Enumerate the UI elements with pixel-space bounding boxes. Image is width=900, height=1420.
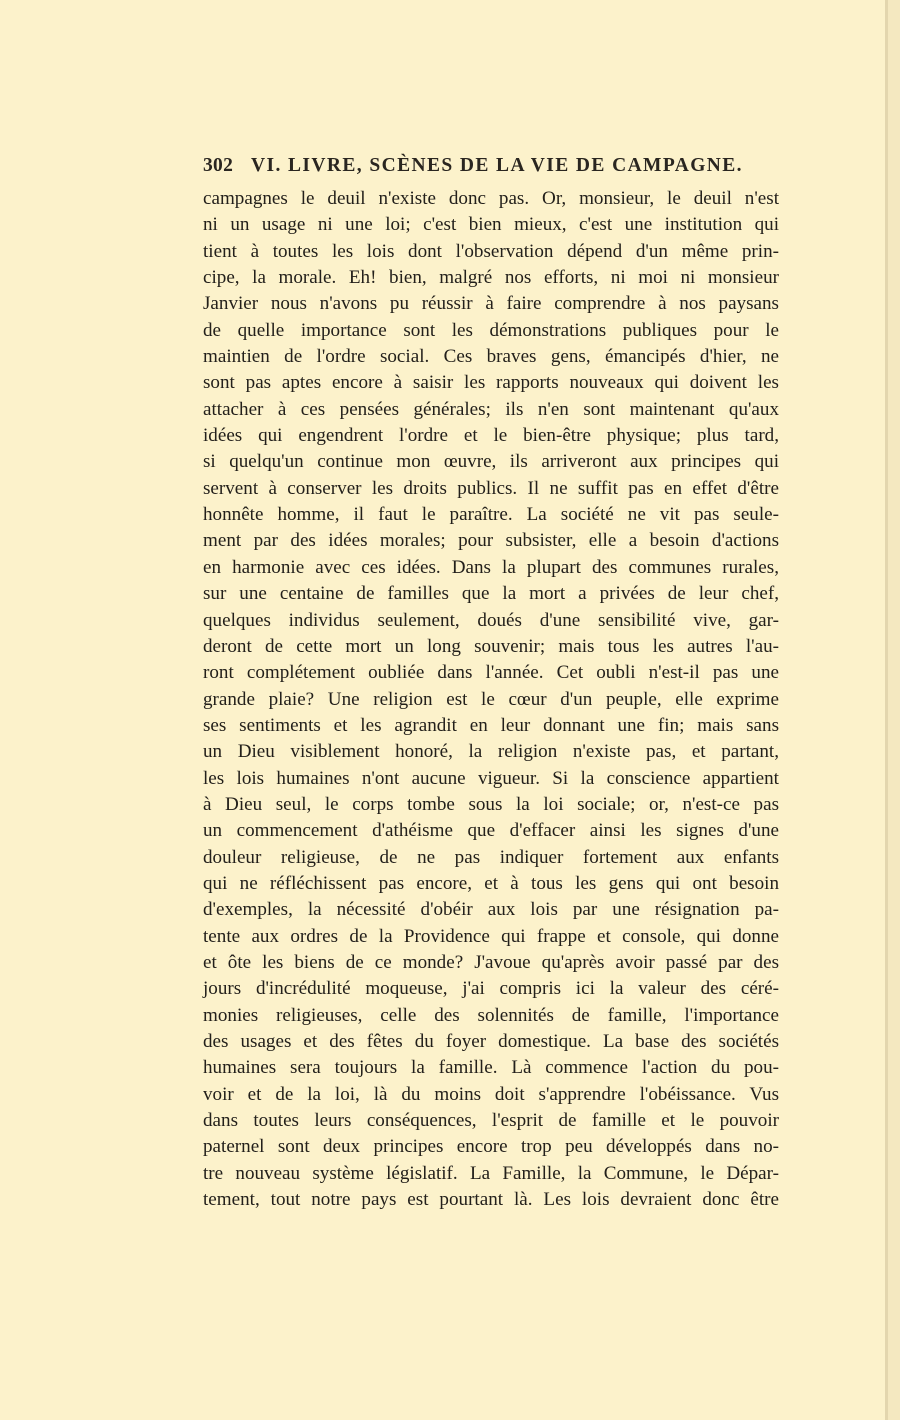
text-line: attacher à ces pensées générales; ils n'en sont maintenant qu'aux	[203, 398, 779, 420]
text-line: grande plaie? Une religion est le cœur d'un peuple, elle exprime	[203, 688, 779, 710]
text-line: tre nouveau système législatif. La Famille, la Commune, le Dépar-	[203, 1162, 779, 1184]
text-line: paternel sont deux principes encore trop peu développés dans no-	[203, 1136, 779, 1158]
text-line: ni un usage ni une loi; c'est bien mieux, c'est une institution qui	[203, 214, 779, 236]
text-line: tient à toutes les lois dont l'observation dépend d'un même prin-	[203, 240, 779, 262]
text-line: deront de cette mort un long souvenir; mais tous les autres l'au-	[203, 635, 779, 657]
text-line: d'exemples, la nécessité d'obéir aux lois par une résignation pa-	[203, 899, 779, 921]
text-line: campagnes le deuil n'existe donc pas. Or, monsieur, le deuil n'est	[203, 188, 779, 209]
text-line: un commencement d'athéisme que d'effacer ainsi les signes d'une	[203, 820, 779, 842]
text-line: jours d'incrédulité moqueuse, j'ai compris ici la valeur des céré-	[203, 978, 779, 1000]
text-line: humaines sera toujours la famille. Là commence l'action du pou-	[203, 1057, 779, 1079]
text-line: douleur religieuse, de ne pas indiquer fortement aux enfants	[203, 846, 779, 868]
text-line: idées qui engendrent l'ordre et le bien-être physique; plus tard,	[203, 425, 779, 447]
text-line: maintien de l'ordre social. Ces braves gens, émancipés d'hier, ne	[203, 346, 779, 368]
text-line: en harmonie avec ces idées. Dans la plupart des communes rurales,	[203, 556, 779, 578]
text-line: des usages et des fêtes du foyer domestique. La base des sociétés	[203, 1031, 779, 1052]
text-line: sur une centaine de familles que la mort a privées de leur chef,	[203, 583, 779, 605]
text-line: ses sentiments et les agrandit en leur donnant une fin; mais sans	[203, 714, 779, 736]
page-number: 302	[203, 155, 234, 176]
text-line: qui ne réfléchissent pas encore, et à tous les gens qui ont besoin	[203, 872, 779, 894]
running-header	[203, 155, 783, 183]
text-line: ment par des idées morales; pour subsister, elle a besoin d'actions	[203, 530, 779, 552]
text-line: servent à conserver les droits publics. Il ne suffit pas en effet d'être	[203, 477, 779, 499]
text-line: sont pas aptes encore à saisir les rapports nouveaux qui doivent les	[203, 372, 779, 394]
text-line: honnête homme, il faut le paraître. La société ne vit pas seule-	[203, 504, 779, 526]
body-text	[203, 186, 779, 1213]
text-line: de quelle importance sont les démonstrations publiques pour le	[203, 319, 779, 341]
text-line: monies religieuses, celle des solennités de famille, l'importance	[203, 1004, 779, 1026]
page-margin-strip	[888, 0, 900, 1420]
text-line: tement, tout notre pays est pourtant là. Les lois devraient donc être	[203, 1189, 779, 1211]
text-line: quelques individus seulement, doués d'une sensibilité vive, gar-	[203, 609, 779, 631]
text-line: Janvier nous n'avons pu réussir à faire comprendre à nos paysans	[203, 293, 779, 315]
text-line: à Dieu seul, le corps tombe sous la loi sociale; or, n'est-ce pas	[203, 793, 779, 815]
text-line: si quelqu'un continue mon œuvre, ils arriveront aux principes qui	[203, 451, 779, 473]
text-line: cipe, la morale. Eh! bien, malgré nos efforts, ni moi ni monsieur	[203, 267, 779, 289]
text-line: les lois humaines n'ont aucune vigueur. Si la conscience appartient	[203, 767, 779, 789]
text-line: ront complétement oubliée dans l'année. Cet oubli n'est-il pas une	[203, 662, 779, 684]
running-title: VI. LIVRE, SCÈNES DE LA VIE DE CAMPAGNE.	[251, 155, 743, 176]
text-line: voir et de la loi, là du moins doit s'apprendre l'obéissance. Vus	[203, 1083, 779, 1105]
text-line: tente aux ordres de la Providence qui frappe et console, qui donne	[203, 925, 779, 947]
text-line: et ôte les biens de ce monde? J'avoue qu'après avoir passé par des	[203, 951, 779, 973]
text-line: un Dieu visiblement honoré, la religion n'existe pas, et partant,	[203, 741, 779, 763]
text-line: dans toutes leurs conséquences, l'esprit de famille et le pouvoir	[203, 1110, 779, 1132]
